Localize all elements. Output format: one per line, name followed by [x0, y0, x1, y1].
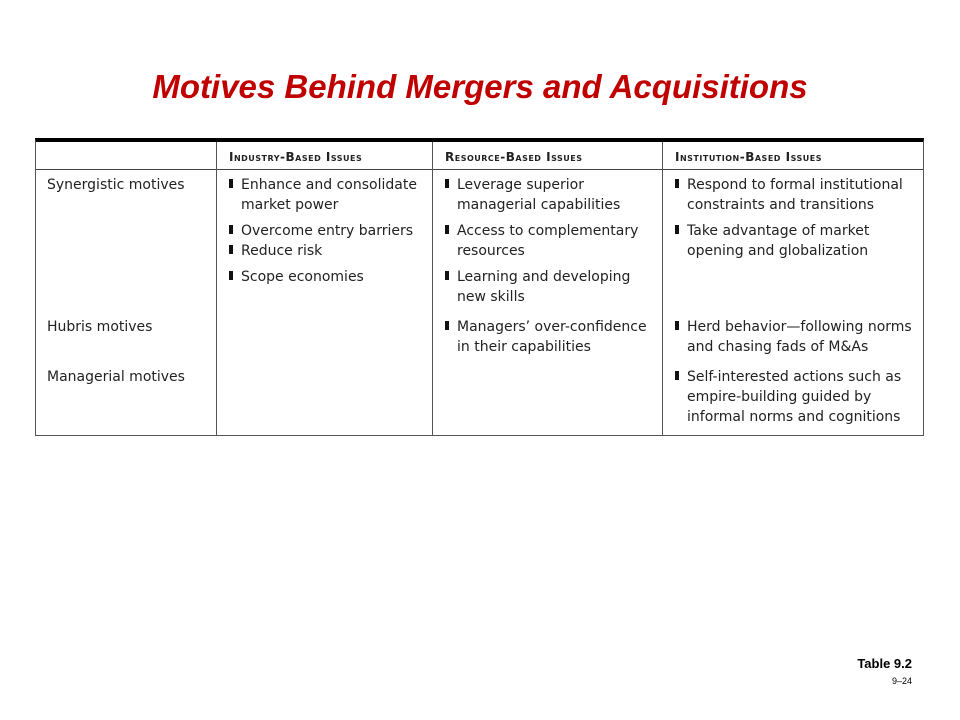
bullet-icon — [229, 271, 233, 280]
bullet-icon — [445, 321, 449, 330]
row-label-managerial: Managerial motives — [47, 369, 185, 385]
bullet-icon — [445, 179, 449, 188]
item-text: market power — [241, 197, 339, 213]
item-text: Learning and developing — [457, 269, 631, 285]
bullet-icon — [675, 225, 679, 234]
row-label-hubris: Hubris motives — [47, 319, 153, 335]
item-text: Overcome entry barriers — [241, 223, 414, 239]
item-text: Managers’ over-confidence — [457, 319, 647, 335]
item-text: Self-interested actions such as — [687, 369, 902, 385]
item-text: Scope economies — [241, 269, 364, 285]
bullet-icon — [445, 225, 449, 234]
item-text: and chasing fads of M&As — [687, 339, 869, 355]
column-divider — [216, 142, 217, 436]
bullet-icon — [229, 179, 233, 188]
item-text: informal norms and cognitions — [687, 409, 901, 425]
item-text: Enhance and consolidate — [241, 177, 417, 193]
header-institution: Institution-Based Issues — [675, 150, 822, 164]
motives-table — [35, 138, 924, 436]
bullet-icon — [675, 371, 679, 380]
header-industry: Industry-Based Issues — [229, 150, 363, 164]
item-text: in their capabilities — [457, 339, 591, 355]
row-label-synergistic: Synergistic motives — [47, 177, 185, 193]
column-divider — [662, 142, 663, 436]
item-text: Reduce risk — [241, 243, 323, 259]
item-text: resources — [457, 243, 525, 259]
item-text: Take advantage of market — [687, 223, 870, 239]
item-text: opening and globalization — [687, 243, 869, 259]
item-text: Respond to formal institutional — [687, 177, 903, 193]
bullet-icon — [675, 321, 679, 330]
item-text: new skills — [457, 289, 525, 305]
bullet-icon — [675, 179, 679, 188]
item-text: Access to complementary — [457, 223, 639, 239]
table-caption: Table 9.2 — [857, 656, 912, 671]
bullet-icon — [445, 271, 449, 280]
item-text: constraints and transitions — [687, 197, 875, 213]
item-text: Leverage superior — [457, 177, 584, 193]
bullet-icon — [229, 245, 233, 254]
header-resource: Resource-Based Issues — [445, 150, 583, 164]
item-text: Herd behavior—following norms — [687, 319, 912, 335]
item-text: empire-building guided by — [687, 389, 872, 405]
slide-title: Motives Behind Mergers and Acquisitions — [152, 68, 808, 105]
column-divider — [432, 142, 433, 436]
page-number: 9–24 — [891, 676, 912, 686]
bullet-icon — [229, 225, 233, 234]
item-text: managerial capabilities — [457, 197, 621, 213]
